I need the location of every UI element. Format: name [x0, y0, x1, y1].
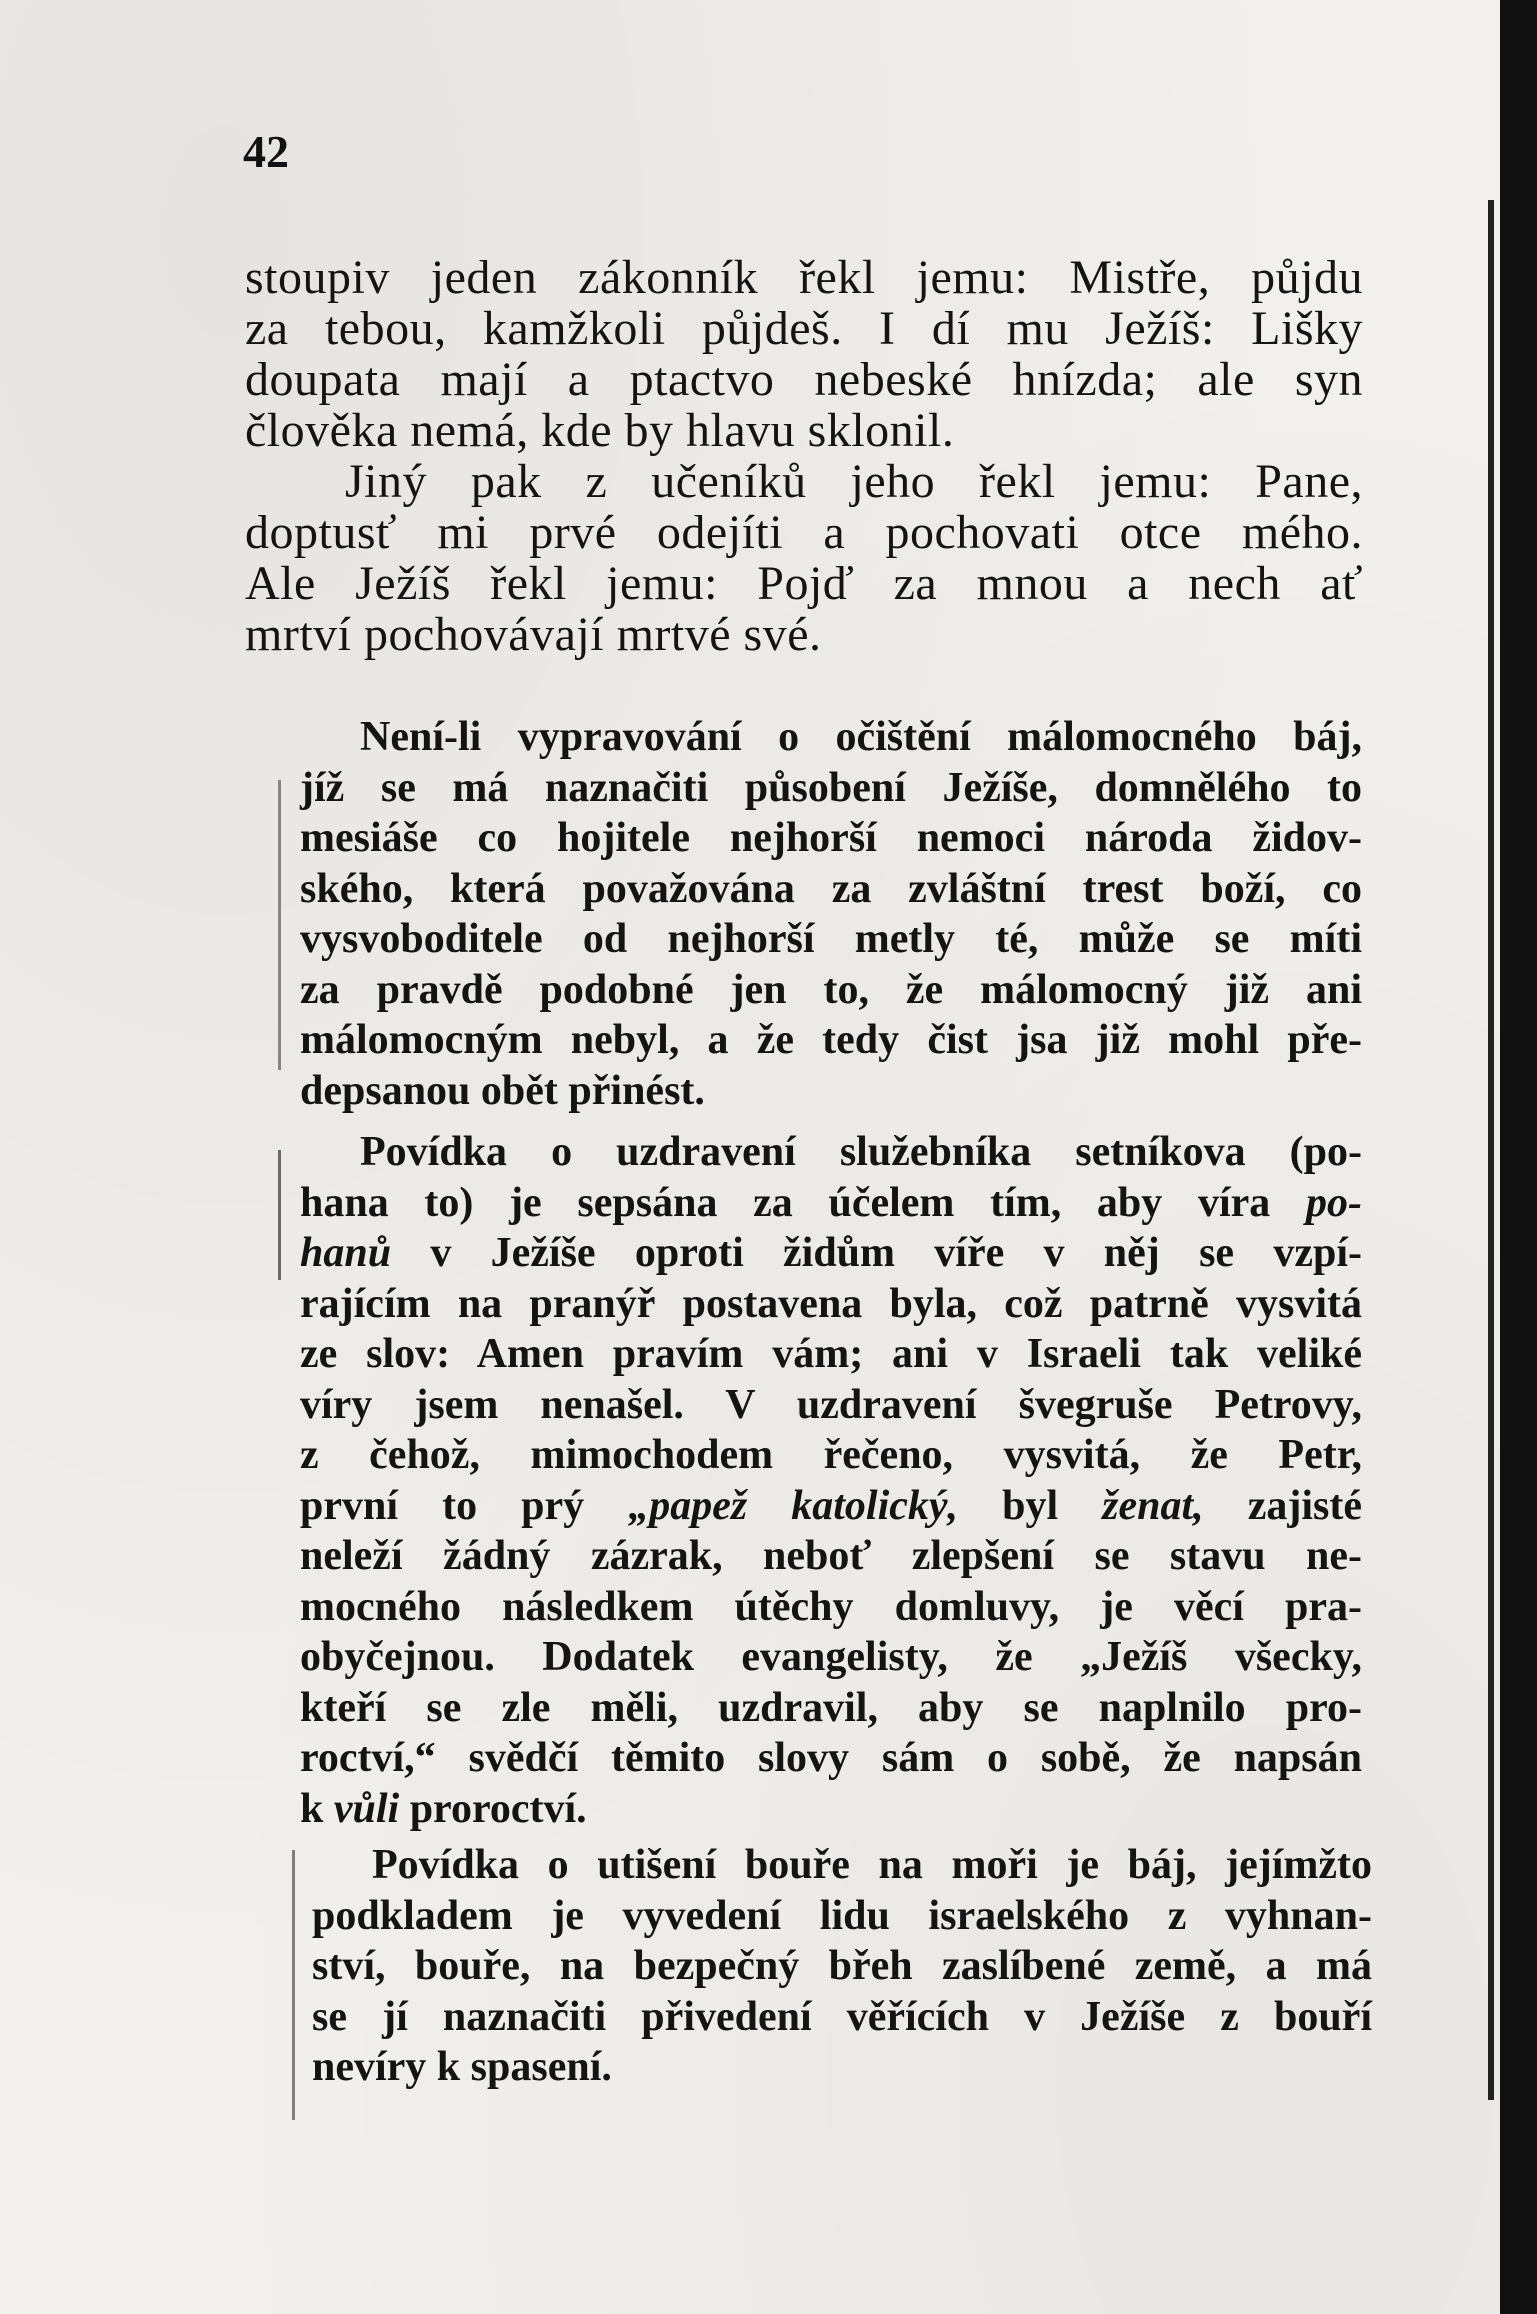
text-line: ského, která považována za zvláštní trest boží, co: [300, 865, 1362, 912]
text-line: depsanou obět přinést.: [300, 1067, 705, 1114]
text-line: víry jsem nenašel. V uzdravení švegruše Petrovy,: [300, 1381, 1362, 1428]
margin-mark: [278, 1150, 281, 1280]
text-line: mocného následkem útěchy domluvy, je věcí pra-: [300, 1583, 1362, 1630]
italic-emphasis: ženat,: [1102, 1482, 1204, 1529]
text-line: hanů v Ježíše oproti židům víře v něj se vzpí-: [300, 1230, 1362, 1276]
text-line: za tebou, kamžkoli půjdeš. I dí mu Ježíš: Lišky: [245, 302, 1363, 355]
text-line: neleží žádný zázrak, neboť zlepšení se stavu ne-: [300, 1533, 1362, 1579]
italic-emphasis: hanů: [300, 1230, 392, 1276]
text-line: člověka nemá, kde by hlavu sklonil.: [245, 404, 955, 457]
margin-mark: [278, 780, 281, 1070]
gospel-text-block: [245, 252, 1363, 660]
text-line: podkladem je vyvedení lidu israelského z vyhnan-: [312, 1892, 1372, 1939]
text-line: se jí naznačiti přivedení věřících v Ježíše z bouří: [312, 1993, 1372, 2040]
text-line: obyčejnou. Dodatek evangelisty, že „Ježíš všecky,: [300, 1634, 1362, 1680]
italic-emphasis: „papež katolický,: [628, 1482, 959, 1529]
text-line: kteří se zle měli, uzdravil, aby se naplnilo pro-: [300, 1684, 1362, 1731]
italic-emphasis: vůli: [333, 1785, 400, 1832]
text-line: doupata mají a ptactvo nebeské hnízda; ale syn: [245, 353, 1363, 406]
page-edge-shadow: [1488, 200, 1494, 2100]
text-line: stoupiv jeden zákonník řekl jemu: Mistře, půjdu: [245, 251, 1363, 304]
text-line: k vůli proroctví.: [300, 1785, 587, 1832]
text-line: Povídka o utišení bouře na moři je báj, jejímžto: [372, 1842, 1372, 1888]
text-line: mrtví pochovávají mrtvé své.: [245, 608, 822, 661]
text-line: roctví,“ svědčí těmito slovy sám o sobě, že napsán: [300, 1735, 1362, 1781]
text-line: za pravdě podobné jen to, že málomocný již ani: [300, 966, 1362, 1013]
text-line: ství, bouře, na bezpečný břeh zaslíbené země, a má: [312, 1943, 1372, 1989]
text-line: Není-li vypravování o očištění málomocného báj,: [360, 714, 1362, 760]
text-line: vysvoboditele od nejhorší metly té, může se míti: [300, 916, 1362, 962]
text-line: ze slov: Amen pravím vám; ani v Israeli tak veliké: [300, 1331, 1362, 1377]
text-line: málomocným nebyl, a že tedy čist jsa již mohl pře-: [300, 1017, 1362, 1063]
text-line: Jiný pak z učeníků jeho řekl jemu: Pane,: [345, 455, 1363, 508]
page-number: 42: [243, 126, 289, 177]
commentary-paragraph-leprosy: [300, 712, 1362, 1116]
margin-mark: [292, 1850, 295, 2120]
text-line: jíž se má naznačiti působení Ježíše, domnělého to: [300, 764, 1362, 811]
text-line: hana to) je sepsána za účelem tím, aby víra po-: [300, 1179, 1362, 1226]
commentary-paragraph-storm: [312, 1840, 1372, 2093]
text-line: rajícím na pranýř postavena byla, což patrně vysvitá: [300, 1280, 1362, 1327]
text-line: nevíry k spasení.: [312, 2044, 612, 2090]
text-line: první to prý „papež katolický, byl ženat, zajisté: [300, 1482, 1363, 1529]
text-line: Ale Ježíš řekl jemu: Pojď za mnou a nech ať: [245, 557, 1363, 610]
scan-border: [1500, 0, 1537, 2314]
text-line: z čehož, mimochodem řečeno, vysvitá, že Petr,: [300, 1432, 1362, 1478]
commentary-paragraph-centurion: [300, 1127, 1362, 1834]
text-line: Povídka o uzdravení služebníka setníkova (po-: [360, 1129, 1362, 1175]
text-line: mesiáše co hojitele nejhorší nemoci národa židov-: [300, 815, 1362, 861]
text-line: doptusť mi prvé odejíti a pochovati otce mého.: [245, 506, 1363, 559]
italic-emphasis: po-: [1306, 1179, 1362, 1226]
